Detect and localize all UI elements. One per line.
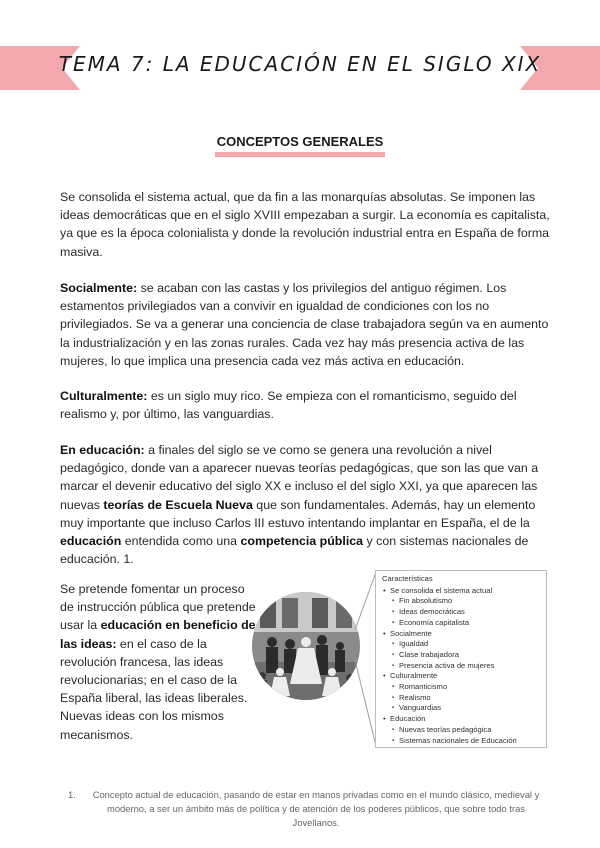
cultural-paragraph: Culturalmente: es un siglo muy rico. Se empieza con el romanticismo, seguido del realismo y, por último, las vanguardias. [60,389,517,422]
callout-lines [355,570,377,748]
list-item: ▪ Economía capitalista [382,618,540,629]
characteristics-title: Características [382,574,433,583]
cultural-label: Culturalmente: [60,389,148,403]
classroom-engraving-icon [252,592,360,700]
social-label: Socialmente: [60,281,138,295]
list-item: ▪ Ideas democráticas [382,607,540,618]
list-item: ▪ Vanguardias [382,703,540,714]
social-paragraph: Socialmente: se acaban con las castas y los privilegios del antiguo régimen. Los estamentos privilegiados van a convivir en igualdad de condiciones con los no privilegiados. Se va a generar una conciencia de clase trabajadora según va en aumento la industrialización y en las zonas rurales. Cada vez hay más presencia activa de las mujeres, lo que implica una presencia cada vez más activa en educación. [60,281,549,368]
list-item: ▪ Fin absolutismo [382,596,540,607]
education-label: En educación: [60,443,145,457]
list-item: ▪ Presencia activa de mujeres [382,661,540,672]
characteristics-list [382,586,540,747]
education-paragraph: En educación: a finales del siglo se ve como se genera una revolución a nivel pedagógico, donde van a aparecer nuevas teorías pedagógicas, que son las que van a marcar el devenir educativo del siglo XX e incluso el del siglo XXI, ya que aparecen las nuevas teorías de Escuela Nueva que son fundamentales. Además, hay un elemento muy importante que incluso Carlos III estuvo intentando implantar en España, el de la educación entendida como una competencia pública y con sistemas nacionales de educación. 1. [60,443,539,567]
list-item: ▪ Sistemas nacionales de Educación [382,736,540,747]
list-item: • Educación [382,714,540,725]
characteristics-box [375,570,547,748]
list-item: ▪ Clase trabajadora [382,650,540,661]
list-item: ▪ Romanticismo [382,682,540,693]
footnote [68,788,548,830]
list-item: ▪ Realismo [382,693,540,704]
intro-paragraph: Se consolida el sistema actual, que da fin a las monarquías absolutas. Se imponen las ideas democráticas que en el siglo XVIII empezaban a surgir. La economía es capitalista, ya que es la época colonialista y donde la revolución industrial entra en España de forma masiva. [60,190,550,259]
list-item: • Se consolida el sistema actual [382,586,540,597]
list-item: • Culturalmente [382,671,540,682]
footnote-text: Concepto actual de educación, pasando de estar en manos privadas como en el mundo clásico, medieval y moderno, a ser un ámbito más de política y de atención de los poderes públicos, que sobre todo tras Jovellanos. [92,789,540,828]
list-item: ▪ Nuevas teorías pedagógica [382,725,540,736]
footnote-number: 1. [68,789,76,800]
instruction-paragraph: Se pretende fomentar un proceso de instrucción pública que pretende usar la educación en beneficio de las ideas: en el caso de la revolución francesa, las ideas revolucionarias; en el caso de la España liberal, las ideas liberales. Nuevas ideas con los mismos mecanismos. [60,582,256,742]
page-title: TEMA 7: LA EDUCACIÓN EN EL SIGLO XIX [58,52,542,76]
list-item: ▪ Igualdad [382,639,540,650]
list-item: • Socialmente [382,629,540,640]
section-title: CONCEPTOS GENERALES [215,134,386,157]
